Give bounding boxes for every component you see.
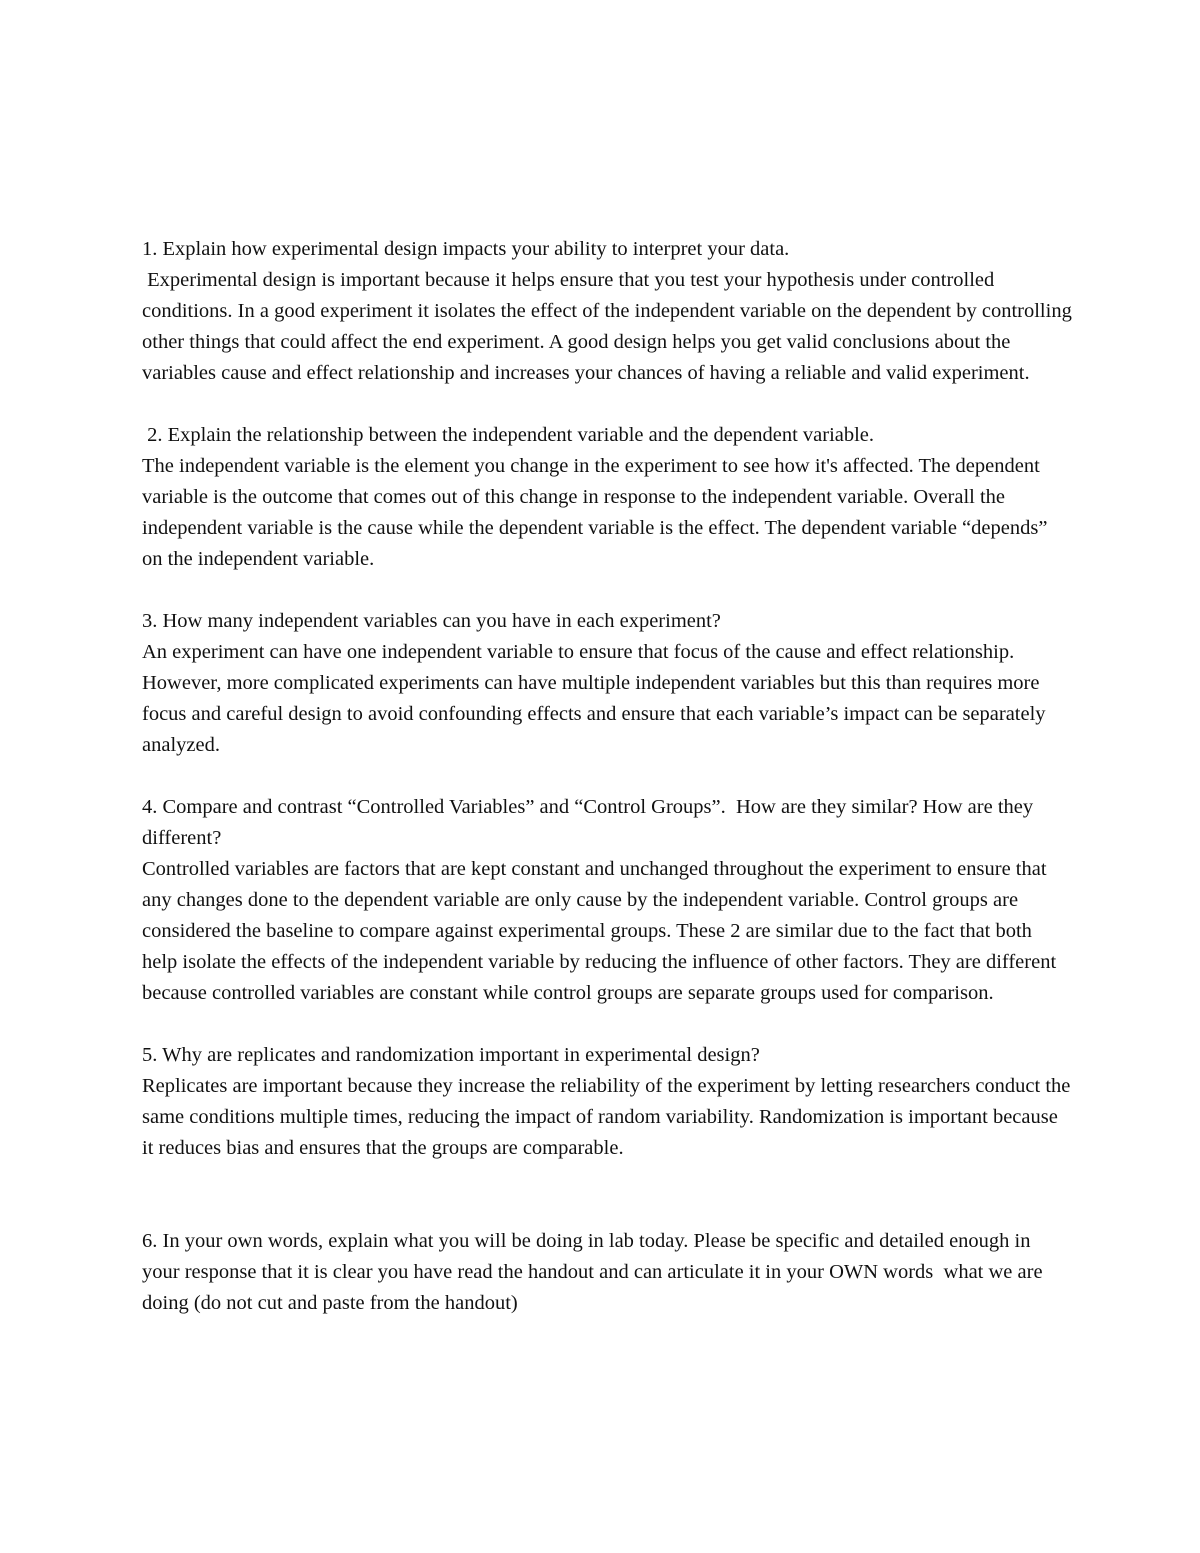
answer-3-text: An experiment can have one independent variable to ensure that focus of the cause and effect relationship. However, more complicated experiments can have multiple independent variables but this than requires more focus and careful design to avoid confounding effects and ensure that each variable’s impact can be separately analyzed.: [142, 641, 1051, 756]
question-3-text: 3. How many independent variables can you have in each experiment?: [142, 610, 721, 632]
question-block-4: [142, 792, 1072, 1009]
answer-2-text: The independent variable is the element you change in the experiment to see how it's affected. The dependent variable is the outcome that comes out of this change in response to the independent variable. Overall the independent variable is the cause while the dependent variable is the effect. The dependent variable “depends” on the independent variable.: [142, 455, 1053, 570]
answer-4-text: Controlled variables are factors that are kept constant and unchanged throughout the experiment to ensure that any changes done to the dependent variable are only cause by the independent variable. Control groups are considered the baseline to compare against experimental groups. These 2 are similar due to the fact that both help isolate the effects of the independent variable by reducing the influence of other factors. They are different because controlled variables are constant while control groups are separate groups used for comparison.: [142, 858, 1062, 1004]
question-block-5: [142, 1040, 1076, 1164]
question-1-text: 1. Explain how experimental design impacts your ability to interpret your data.: [142, 238, 790, 260]
question-4-text: 4. Compare and contrast “Controlled Variables” and “Control Groups”. How are they similar? How are they different?: [142, 796, 1039, 849]
answer-1-text: Experimental design is important because it helps ensure that you test your hypothesis under controlled conditions. In a good experiment it isolates the effect of the independent variable on the dependent by controlling other things that could affect the end experiment. A good design helps you get valid conclusions about the variables cause and effect relationship and increases your chances of having a reliable and valid experiment.: [142, 269, 1077, 384]
question-block-1: [142, 234, 1077, 389]
question-block-6: [142, 1226, 1072, 1319]
question-5-text: 5. Why are replicates and randomization important in experimental design?: [142, 1044, 760, 1066]
document-body: [142, 234, 1077, 1350]
question-2-text: 2. Explain the relationship between the independent variable and the dependent variable.: [142, 424, 875, 446]
question-6-text: 6. In your own words, explain what you will be doing in lab today. Please be specific and detailed enough in your response that it is clear you have read the handout and can articulate it in your OWN words what we are doing (do not cut and paste from the handout): [142, 1230, 1048, 1314]
question-block-3: [142, 606, 1072, 761]
question-block-2: [142, 420, 1072, 575]
answer-5-text: Replicates are important because they increase the reliability of the experiment by letting researchers conduct the same conditions multiple times, reducing the impact of random variability. Randomization is important because it reduces bias and ensures that the groups are comparable.: [142, 1075, 1076, 1159]
